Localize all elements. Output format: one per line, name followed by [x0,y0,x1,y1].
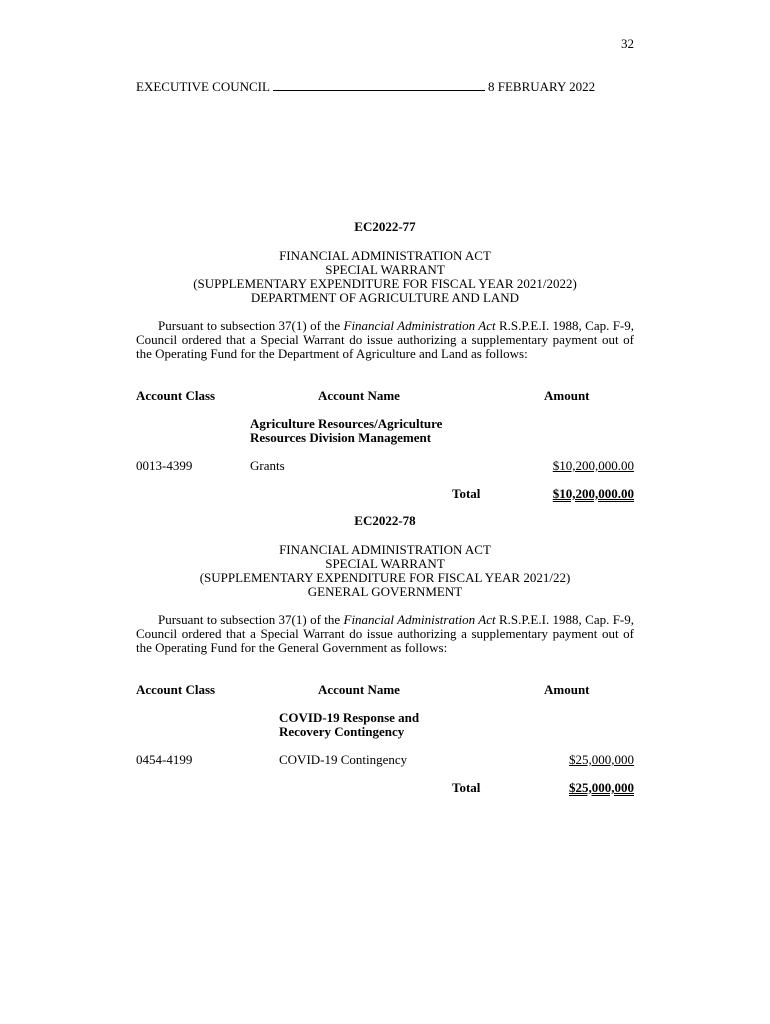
order-heading [136,543,634,599]
heading-line: FINANCIAL ADMINISTRATION ACT [279,248,491,263]
running-header [136,79,634,94]
order-paragraph [136,319,634,361]
total-label: Total [452,486,481,501]
header-right: 8 FEBRUARY 2022 [487,79,596,94]
division-line: COVID-19 Response and [279,710,420,725]
order-heading [136,249,634,305]
paragraph-text: R.S.P.E.I. 1988, Cap. F-9, Council ordered that a Special Warrant do issue authorizing a supplementary payment out of the Operating Fund for the Department of Agriculture and Land as follows: [136,318,635,361]
column-header-account-name: Account Name [318,388,400,403]
paragraph-text: Pursuant to subsection 37(1) of the [158,318,344,333]
heading-line: (SUPPLEMENTARY EXPENDITURE FOR FISCAL YEAR 2021/22) [199,570,571,585]
column-header-account-name: Account Name [318,682,400,697]
account-name-cell: COVID-19 Contingency [279,752,408,767]
act-name: Financial Administration Act [343,612,496,627]
division-line: Agriculture Resources/Agriculture [250,416,443,431]
amount-cell: $25,000,000 [569,752,634,767]
header-left: EXECUTIVE COUNCIL [136,79,270,94]
order-id-ec2022-77: EC2022-77 [354,219,416,234]
heading-line: SPECIAL WARRANT [325,262,445,277]
heading-line: GENERAL GOVERNMENT [307,584,463,599]
column-header-amount: Amount [544,682,590,697]
total-amount: $25,000,000 [569,780,634,795]
total-amount: $10,200,000.00 [552,486,634,501]
act-name: Financial Administration Act [343,318,496,333]
division-name [279,711,419,739]
order-paragraph [136,613,634,655]
column-header-account-class: Account Class [136,682,216,697]
division-name [250,417,442,445]
amount-cell: $10,200,000.00 [552,458,634,473]
paragraph-text: R.S.P.E.I. 1988, Cap. F-9, Council ordered that a Special Warrant do issue authorizing a supplementary payment out of the Operating Fund for the General Government as follows: [136,612,635,655]
paragraph-text: Pursuant to subsection 37(1) of the [158,612,344,627]
division-line: Recovery Contingency [279,724,405,739]
heading-line: (SUPPLEMENTARY EXPENDITURE FOR FISCAL YEAR 2021/2022) [193,276,577,291]
heading-line: SPECIAL WARRANT [325,556,445,571]
total-label: Total [452,780,481,795]
header-separator-line [273,79,485,91]
account-name-cell: Grants [250,458,285,473]
page-number: 32 [621,36,634,51]
heading-line: FINANCIAL ADMINISTRATION ACT [279,542,491,557]
column-header-account-class: Account Class [136,388,216,403]
division-line: Resources Division Management [250,430,432,445]
order-id-ec2022-78: EC2022-78 [354,513,416,528]
heading-line: DEPARTMENT OF AGRICULTURE AND LAND [250,290,520,305]
account-class-cell: 0013-4399 [136,458,193,473]
account-class-cell: 0454-4199 [136,752,193,767]
column-header-amount: Amount [544,388,590,403]
